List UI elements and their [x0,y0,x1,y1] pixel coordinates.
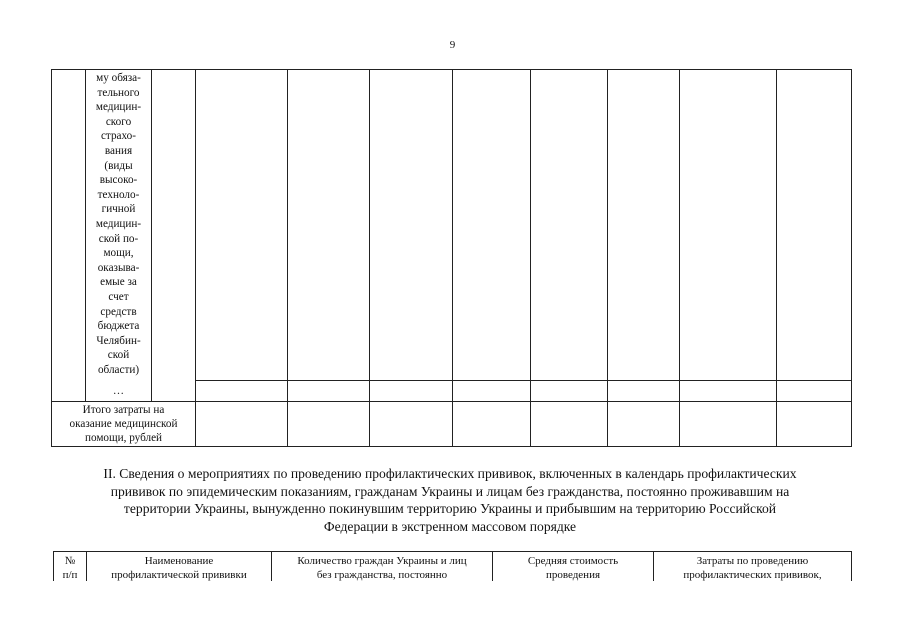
header-line: профилактической прививки [111,569,247,581]
text-line: гичной [101,203,136,216]
page-number: 9 [449,39,456,51]
text-line: емые за [100,276,137,289]
section-heading [50,465,850,535]
text-line: мощи, [103,247,134,260]
text-line: средств [100,305,137,318]
text-line: ской по- [98,232,139,245]
text-line: тельного [97,86,140,99]
header-line: профилактических прививок, [683,569,822,581]
heading-line: II. Сведения о мероприятиях по проведению профилактических прививок, включенных в календарь профилактических [103,466,797,481]
text-line: помощи, рублей [84,432,163,444]
text-line: области) [97,363,140,376]
total-row-label [52,403,195,445]
heading-line: территории Украины, вынужденно покинувшим территорию Украины и прибывшим на территорию Российской [123,501,777,517]
header-expenses [654,554,851,582]
text-line: высоко- [99,174,138,187]
header-line: Затраты по проведению [696,555,809,567]
header-line: проведения [545,569,601,581]
text-line: ского [105,115,132,128]
text-line: оказыва- [97,261,140,274]
text-line: Итого затраты на [82,404,165,416]
text-line: техноло- [97,188,140,201]
text-line: оказание медицинской [69,418,178,430]
header-line: Количество граждан Украины и лиц [297,555,467,567]
text-line: медицин- [95,217,142,230]
header-citizens-count [272,554,492,582]
text-line: вания [104,144,133,157]
continuation-text [86,71,151,377]
header-line: без гражданства, постоянно [316,569,448,581]
text-line: счет [108,290,129,303]
header-line: Наименование [144,555,214,567]
heading-line: Федерации в экстренном массовом порядке [323,518,577,534]
text-line: страхо- [100,130,137,143]
ellipsis-row: … [112,385,125,397]
text-line: бюджета [97,320,140,333]
header-vaccination-name [87,554,271,582]
header-line: № [64,555,76,567]
text-line: (виды [104,159,133,172]
text-line: му обяза- [96,72,141,84]
text-line: медицин- [95,101,142,114]
text-line: ской [107,349,130,362]
header-number [54,554,86,582]
heading-line: прививок по эпидемическим показаниям, гражданам Украины и лицам без гражданства, постоянно проживавшим на [110,483,790,499]
text-line: Челябин- [96,334,141,347]
header-line: п/п [62,569,78,581]
header-line: Средняя стоимость [527,555,619,567]
header-average-cost [493,554,653,582]
